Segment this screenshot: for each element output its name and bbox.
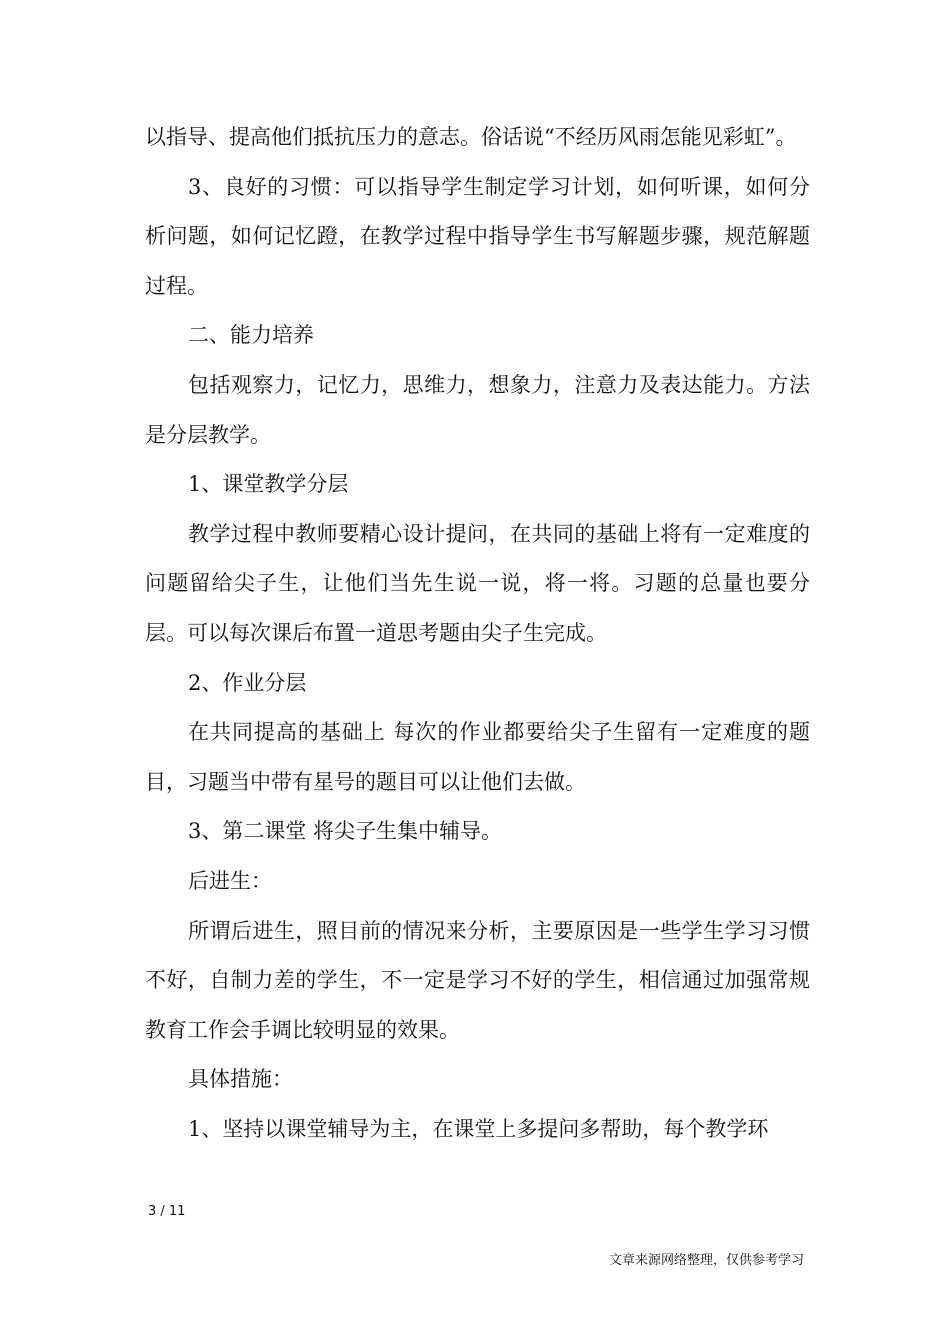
section-heading-ability: 二、能力培养 — [188, 323, 314, 348]
paragraph-1: 以指导、提高他们抵抗压力的意志。俗话说“不经历风雨怎能见彩虹”。 — [145, 125, 797, 149]
paragraph-2: 3、良好的习惯：可以指导学生制定学习计划，如何听课，如何分析问题，如何记忆蹬，在教学过程中指导学生书写解题步骤，规范解题过程。 — [145, 174, 810, 298]
paragraph-13: 1、坚持以课堂辅导为主，在课堂上多提问多帮助，每个教学环 — [188, 1116, 769, 1141]
paragraph-8: 在共同提高的基础上 每次的作业都要给尖子生留有一定难度的题目，习题当中带有星号的题目可以让他们去做。 — [145, 720, 810, 794]
page-number: 3 / 11 — [148, 1204, 186, 1219]
paragraph-9: 3、第二课堂 将尖子生集中辅导。 — [188, 819, 503, 844]
subheading-homework-layering: 2、作业分层 — [188, 670, 307, 695]
paragraph-11: 所谓后进生，照目前的情况来分析，主要原因是一些学生学习习惯不好，自制力差的学生，不一定是学习不好的学生，相信通过加强常规教育工作会手调比较明显的效果。 — [145, 918, 810, 1042]
subheading-classroom-layering: 1、课堂教学分层 — [188, 472, 349, 497]
footer-note: 文章来源网络整理，仅供参考学习 — [608, 1253, 804, 1268]
paragraph-4: 包括观察力，记忆力，思维力，想象力，注意力及表达能力。方法是分层教学。 — [145, 372, 810, 447]
paragraph-6: 教学过程中教师要精心设计提问，在共同的基础上将有一定难度的问题留给尖子生，让他们当先生说一说，将一将。习题的总量也要分层。可以每次课后布置一道思考题由尖子生完成。 — [145, 521, 810, 645]
document-body — [145, 113, 810, 1154]
subheading-measures: 具体措施： — [188, 1067, 293, 1092]
subheading-underachievers: 后进生： — [188, 868, 272, 893]
